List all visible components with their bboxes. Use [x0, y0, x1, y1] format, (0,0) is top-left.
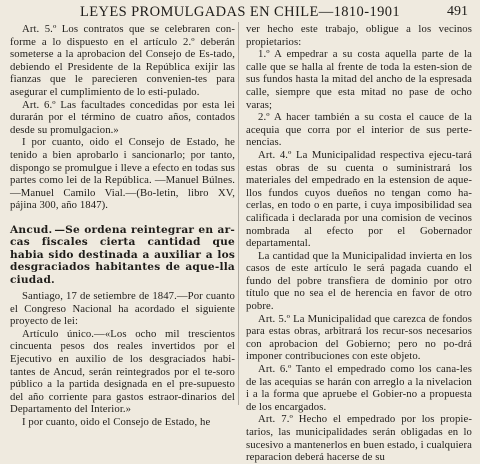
left-paragraph-date: Santiago, 17 de setiembre de 1847.—Por cuanto el Congreso Nacional ha acordado el siguiente proyecto de lei: [10, 289, 235, 328]
header-title: LEYES PROMULGADAS EN CHILE—1810-1901 [79, 4, 401, 20]
right-paragraph-art5: Art. 5.º La Municipalidad que carezca de fondos para estas obras, arbitrará los recur-sos necesarios con aprobacion del Gobierno; pero no po-drá imponer contribuciones con este objeto. [246, 312, 472, 363]
left-paragraph-articulo-unico: Artículo único.—«Los ocho mil trescientos cincuenta pesos dos reales invertidos por el Ejecutivo en auxilio de los desgraciados habi-tantes de Ancud, serán reintegrados por el te-soro público a la partida designada en el pre-supuesto del año corriente para gastos estraor-dinarios del Departamento del Interior.» [10, 327, 235, 416]
column-divider [238, 22, 239, 405]
left-paragraph-closing: I por cuanto, oido el Consejo de Estado, he [22, 415, 211, 428]
left-column [10, 23, 235, 428]
left-paragraph-promulgation: I por cuanto, oido el Consejo de Estado, he tenido a bien aprobarlo i sancionarlo; por tanto, dispongo se promulgue i lleve a efecto en todas sus partes como lei de la República. —Manuel Búlnes.—Manuel Camilo Vial.—(Bo-letin, libro XV, pájina 300, año 1847). [10, 136, 235, 212]
right-paragraph-item2: 2.º A hacer también a su costa el cauce de la acequia que corra por el interior de sus perte-nencias. [246, 111, 472, 149]
section-title-rest: —Se ordena reintegrar en ar-cas fiscales cierta cantidad que habia sido destinada a auxiliar a los desgraciados habitantes de aque-lla ciudad. [10, 223, 235, 286]
right-paragraph-art7: Art. 7.º Hecho el empedrado por los propie-tarios, las municipalidades serán obligadas en lo sucesivo a mantenerlos en buen estado, i cualquiera reparacion deberá hacerse de su [246, 413, 472, 464]
left-paragraph-art5: Art. 5.º Los contratos que se celebraren con-forme a lo dispuesto en el artículo 2.º deberán someterse a la aprobacion del Consejo de Es-tado, debiendo el Presidente de la República exijir las fianzas que le parecieren convenien-tes para asegurar el cumplimiento de lo esti-pulado. [10, 23, 235, 98]
left-paragraph-art6: Art. 6.º Las facultades concedidas por esta lei durarán por el término de cuatro años, contados desde su promulgacion.» [10, 98, 235, 136]
right-paragraph-cantidad: La cantidad que la Municipalidad invierta en los casos de este artículo le será pagada cuando el fundo del pobre transfiera de dominio por otro título que no sea el de herencia en favor de otro pobre. [246, 249, 472, 313]
right-paragraph-art4: Art. 4.º La Municipalidad respectiva ejecu-tará estas obras de su cuenta o suministrará los materiales del empedrado en la estension de aque-llos fundos cuyos dueños no tengan como ha-cerlas, en todo o en parte, i cuya imposibilidad sea calificada i declarada por una comision de vecinos nombrada al efecto por el Gobernador departamental. [246, 148, 472, 250]
right-paragraph-item1: 1.º A empedrar a su costa aquella parte de la calle que se halla al frente de toda la esten-sion de sus fundos hasta la mitad del ancho de la espresada calle, siempre que esta mitad no pase de ocho varas; [246, 48, 472, 111]
right-paragraph-art6: Art. 6.º Tanto el empedrado como los cana-les de las acequias se harán con arreglo a la nivelacion i a la forma que apruebe el Gobier-no a propuesta de los encargados. [246, 363, 472, 413]
right-paragraph-continuation: ver hecho este trabajo, obligue a los vecinos propietarios: [246, 23, 472, 48]
section-title [10, 224, 235, 286]
right-column [246, 23, 472, 464]
running-header [0, 0, 480, 22]
section-title-lead: Ancud. [10, 223, 53, 236]
page-number: 491 [447, 4, 468, 19]
